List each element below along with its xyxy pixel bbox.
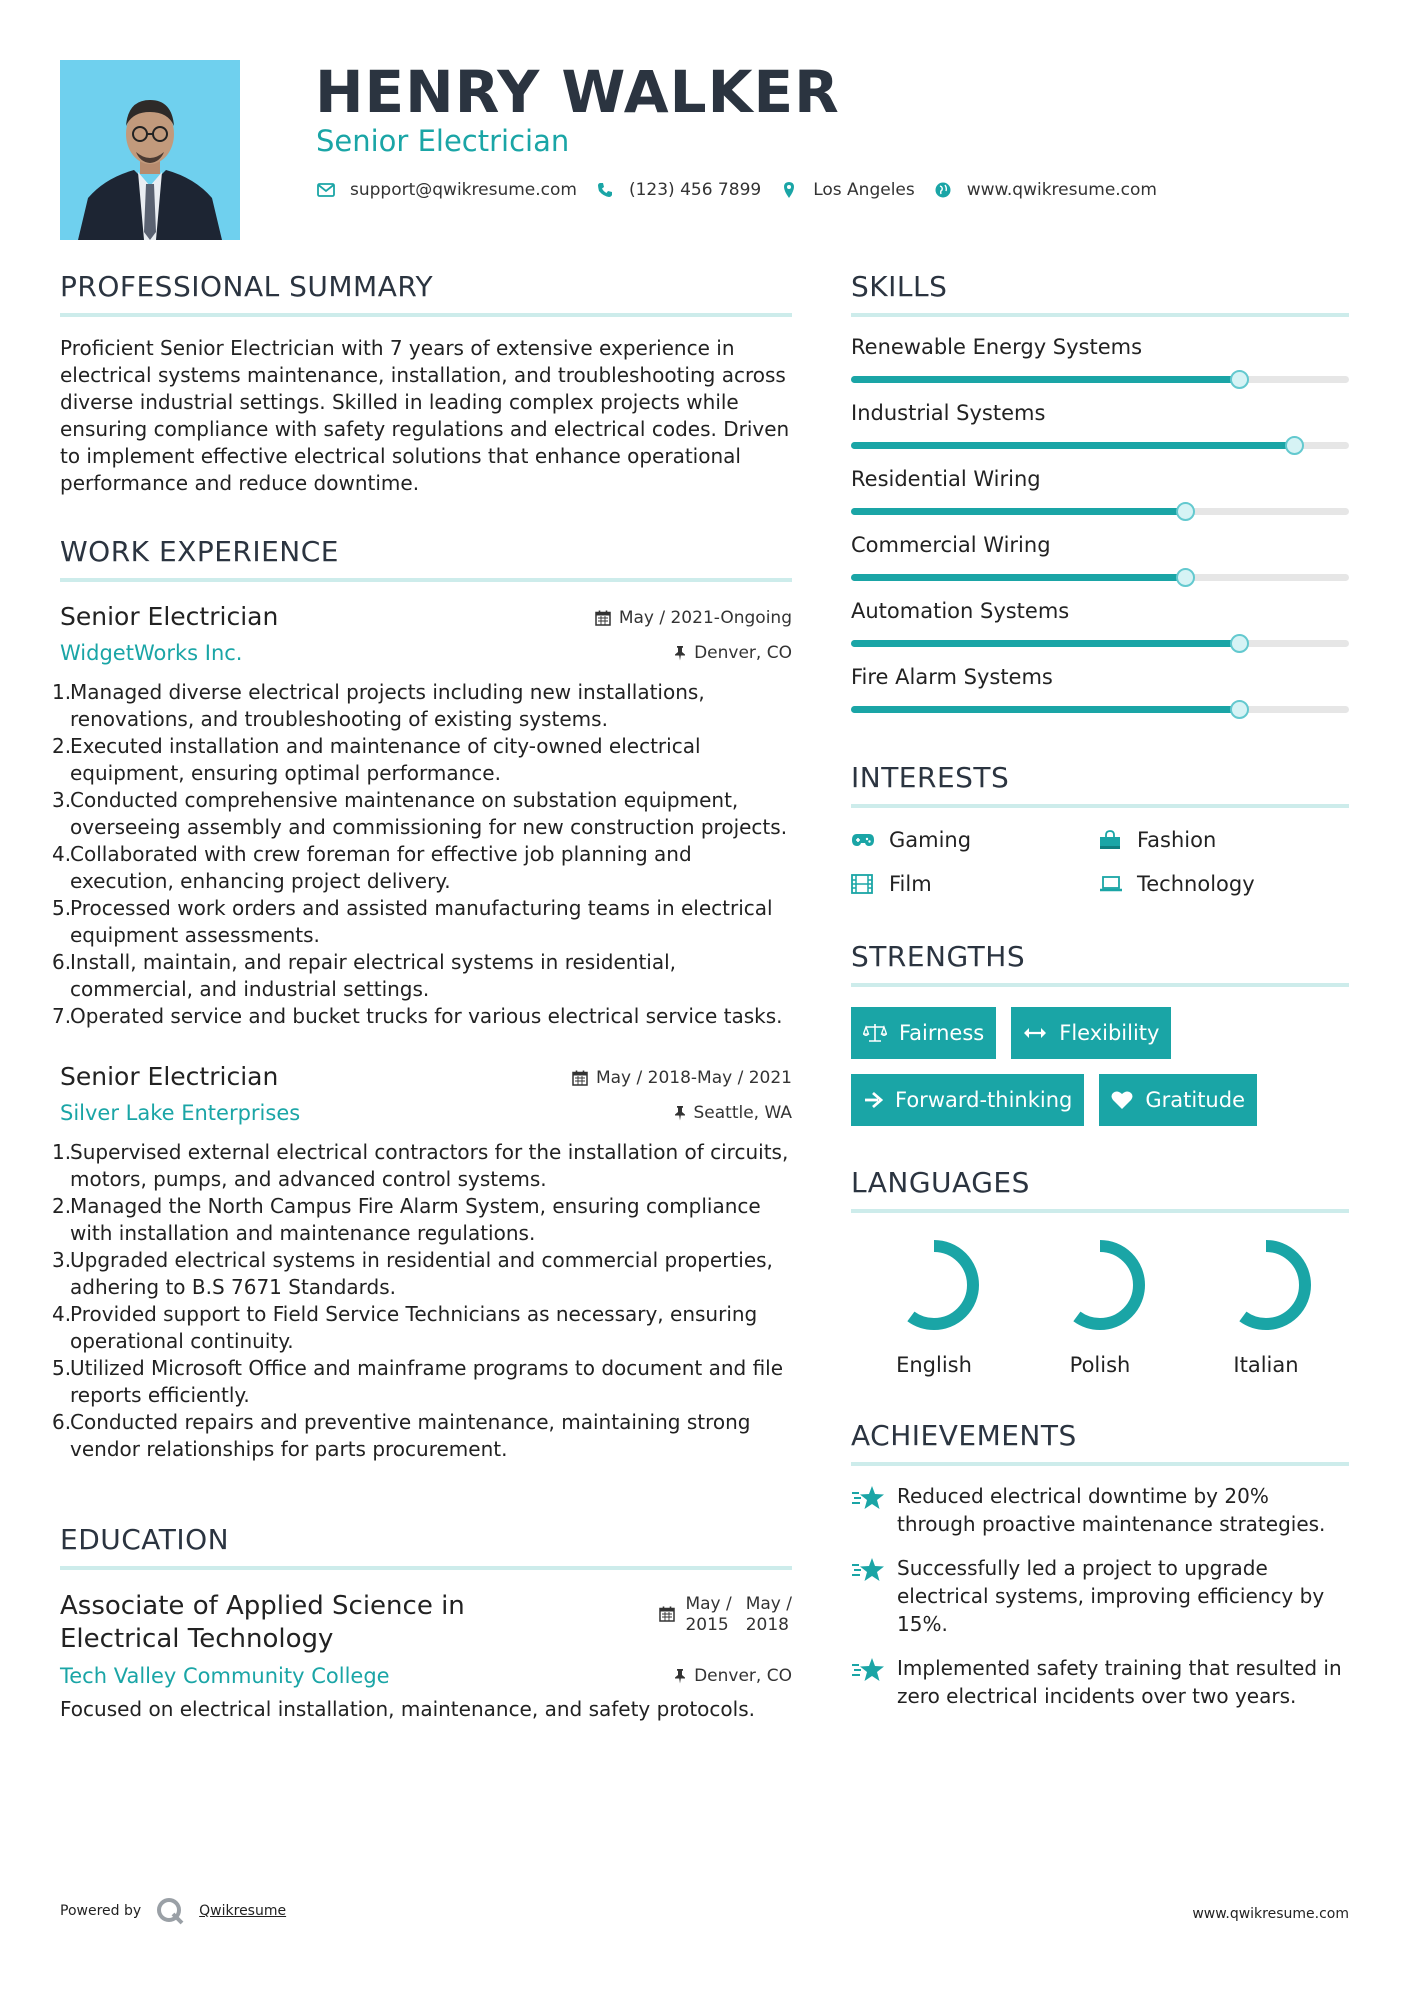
skill-bar bbox=[851, 376, 1349, 383]
skill-item bbox=[851, 467, 1349, 515]
skill-item bbox=[851, 335, 1349, 383]
language-ring bbox=[1218, 1237, 1314, 1333]
film-icon bbox=[851, 874, 877, 894]
achievements-list bbox=[851, 1482, 1349, 1710]
contact-location: Los Angeles bbox=[813, 180, 915, 200]
left-column bbox=[60, 270, 792, 1723]
education-end bbox=[746, 1594, 792, 1636]
language-name: English bbox=[896, 1353, 972, 1377]
job-title: Senior Electrician bbox=[60, 1062, 279, 1091]
interest-label: Gaming bbox=[889, 828, 972, 852]
end-month: May / bbox=[745, 1594, 792, 1614]
list-item: Provided support to Field Service Technicians as necessary, ensuring operational continuity. bbox=[70, 1302, 758, 1353]
skill-fill bbox=[851, 706, 1239, 713]
skill-fill bbox=[851, 508, 1185, 515]
contact-website[interactable]: www.qwikresume.com bbox=[966, 180, 1157, 200]
strength-chip bbox=[1099, 1074, 1257, 1126]
shooting-star-icon bbox=[851, 1556, 887, 1638]
list-item: Conducted comprehensive maintenance on substation equipment, overseeing assembly and commissioning for new construction projects. bbox=[70, 788, 788, 839]
candidate-role: Senior Electrician bbox=[316, 124, 570, 158]
language-item bbox=[1017, 1237, 1183, 1377]
summary-text: Proficient Senior Electrician with 7 years of extensive experience in electrical systems maintenance, installation, and troubleshooting across diverse industrial settings. Skilled in leading complex projects while ensuring compliance with safety regulations and electrical codes. Driven to implement effective electrical solutions that enhance operational performance and reduce downtime. bbox=[60, 336, 790, 495]
language-name: Polish bbox=[1069, 1353, 1131, 1377]
skill-fill bbox=[851, 640, 1239, 647]
achievements-heading: ACHIEVEMENTS bbox=[851, 1419, 1349, 1466]
arrow-right-icon bbox=[863, 1091, 883, 1109]
education-heading: EDUCATION bbox=[60, 1523, 792, 1570]
skill-bar bbox=[851, 640, 1349, 647]
strength-chip bbox=[1011, 1007, 1171, 1059]
job-entry bbox=[60, 602, 792, 1030]
education-description: Focused on electrical installation, maintenance, and safety protocols. bbox=[60, 1697, 755, 1721]
map-pin-icon bbox=[779, 180, 799, 200]
language-item bbox=[1183, 1237, 1349, 1377]
start-year: 2015 bbox=[685, 1615, 729, 1635]
footer-website[interactable]: www.qwikresume.com bbox=[1192, 1906, 1349, 1922]
skill-knob bbox=[1176, 568, 1195, 587]
skill-item bbox=[851, 599, 1349, 647]
pushpin-icon bbox=[674, 1105, 686, 1121]
skill-knob bbox=[1230, 634, 1249, 653]
interest-item bbox=[1099, 828, 1349, 852]
arrows-horizontal-icon bbox=[1023, 1026, 1047, 1040]
list-item: Supervised external electrical contractors for the installation of circuits, motors, pumps, and advanced control systems. bbox=[70, 1140, 789, 1191]
strength-label: Gratitude bbox=[1145, 1088, 1245, 1112]
list-item: Managed the North Campus Fire Alarm System, ensuring compliance with installation and maintenance regulations. bbox=[70, 1194, 761, 1245]
skill-name: Commercial Wiring bbox=[851, 533, 1051, 557]
strength-chip bbox=[851, 1007, 996, 1059]
calendar-icon bbox=[659, 1606, 675, 1622]
profile-photo bbox=[60, 60, 240, 240]
contact-phone[interactable]: (123) 456 7899 bbox=[628, 180, 762, 200]
candidate-name: HENRY WALKER bbox=[315, 58, 840, 126]
achievement-item bbox=[851, 1482, 1349, 1538]
pushpin-icon bbox=[674, 645, 686, 661]
education-degree: Associate of Applied Science in Electrical Technology bbox=[60, 1591, 465, 1654]
education-location: Denver, CO bbox=[694, 1666, 792, 1686]
interest-item bbox=[851, 872, 1099, 896]
list-item: Processed work orders and assisted manufacturing teams in electrical equipment assessments. bbox=[70, 896, 773, 947]
skill-knob bbox=[1230, 700, 1249, 719]
skill-fill bbox=[851, 442, 1294, 449]
job-company: WidgetWorks Inc. bbox=[60, 641, 243, 665]
skill-knob bbox=[1285, 436, 1304, 455]
list-item: Install, maintain, and repair electrical systems in residential, commercial, and industrial settings. bbox=[70, 950, 677, 1001]
balance-scale-icon bbox=[863, 1023, 887, 1043]
footer-powered-by bbox=[60, 1896, 286, 1926]
job-bullets bbox=[60, 1139, 792, 1463]
experience-heading: WORK EXPERIENCE bbox=[60, 535, 792, 582]
skill-knob bbox=[1230, 370, 1249, 389]
interest-label: Fashion bbox=[1137, 828, 1217, 852]
skill-name: Fire Alarm Systems bbox=[851, 665, 1053, 689]
skill-knob bbox=[1176, 502, 1195, 521]
summary-heading: PROFESSIONAL SUMMARY bbox=[60, 270, 792, 317]
pushpin-icon bbox=[674, 1668, 686, 1684]
list-item: Operated service and bucket trucks for various electrical service tasks. bbox=[70, 1004, 783, 1028]
language-item bbox=[851, 1237, 1017, 1377]
skill-item bbox=[851, 533, 1349, 581]
gamepad-icon bbox=[851, 832, 877, 848]
skill-fill bbox=[851, 376, 1239, 383]
envelope-icon bbox=[316, 180, 336, 200]
languages-list bbox=[851, 1237, 1349, 1377]
list-item: Executed installation and maintenance of city-owned electrical equipment, ensuring optimal performance. bbox=[70, 734, 701, 785]
interests-grid bbox=[851, 828, 1349, 896]
skills-list bbox=[851, 335, 1349, 713]
achievement-text: Implemented safety training that resulted in zero electrical incidents over two years. bbox=[897, 1656, 1342, 1708]
right-column bbox=[851, 270, 1349, 1710]
skill-bar bbox=[851, 442, 1349, 449]
list-item: Utilized Microsoft Office and mainframe programs to document and file reports efficiently. bbox=[70, 1356, 784, 1407]
end-year: 2018 bbox=[745, 1615, 789, 1635]
list-item: Collaborated with crew foreman for effective job planning and execution, enhancing project delivery. bbox=[70, 842, 692, 893]
interests-heading: INTERESTS bbox=[851, 761, 1349, 808]
interest-label: Technology bbox=[1137, 872, 1255, 896]
strength-label: Flexibility bbox=[1059, 1021, 1160, 1045]
qwikresume-logo-icon bbox=[155, 1896, 185, 1926]
strength-label: Fairness bbox=[899, 1021, 985, 1045]
globe-icon bbox=[933, 180, 953, 200]
language-ring bbox=[1052, 1237, 1148, 1333]
strength-label: Forward-thinking bbox=[895, 1088, 1073, 1112]
job-bullets bbox=[60, 679, 792, 1030]
job-dates: May / 2018-May / 2021 bbox=[595, 1068, 792, 1088]
shopping-bag-icon bbox=[1099, 830, 1125, 850]
strengths-list bbox=[851, 1007, 1351, 1126]
skill-fill bbox=[851, 574, 1185, 581]
achievement-item bbox=[851, 1654, 1349, 1710]
achievement-text: Successfully led a project to upgrade electrical systems, improving efficiency by 15%. bbox=[897, 1556, 1325, 1636]
job-title: Senior Electrician bbox=[60, 602, 279, 631]
skill-name: Automation Systems bbox=[851, 599, 1070, 623]
job-dates: May / 2021-Ongoing bbox=[618, 608, 792, 628]
job-company: Silver Lake Enterprises bbox=[60, 1101, 301, 1125]
list-item: Upgraded electrical systems in residential and commercial properties, adhering to B.S 7671 Standards. bbox=[70, 1248, 773, 1299]
start-month: May / bbox=[685, 1594, 732, 1614]
interest-item bbox=[1099, 872, 1349, 896]
skill-item bbox=[851, 401, 1349, 449]
skills-heading: SKILLS bbox=[851, 270, 1349, 317]
calendar-icon bbox=[595, 610, 611, 626]
powered-by-label: Powered by bbox=[60, 1903, 142, 1919]
contact-row bbox=[316, 180, 1175, 200]
laptop-icon bbox=[1099, 875, 1125, 893]
skill-bar bbox=[851, 508, 1349, 515]
skill-bar bbox=[851, 706, 1349, 713]
education-school: Tech Valley Community College bbox=[60, 1664, 390, 1688]
job-location: Denver, CO bbox=[694, 643, 792, 663]
shooting-star-icon bbox=[851, 1484, 887, 1538]
contact-email[interactable]: support@qwikresume.com bbox=[350, 180, 577, 200]
skill-name: Industrial Systems bbox=[851, 401, 1046, 425]
achievement-text: Reduced electrical downtime by 20% through proactive maintenance strategies. bbox=[897, 1484, 1326, 1536]
list-item: Conducted repairs and preventive maintenance, maintaining strong vendor relationships for parts procurement. bbox=[70, 1410, 751, 1461]
interest-label: Film bbox=[889, 872, 932, 896]
skill-item bbox=[851, 665, 1349, 713]
language-ring bbox=[886, 1237, 982, 1333]
job-location: Seattle, WA bbox=[693, 1103, 792, 1123]
job-entry bbox=[60, 1062, 792, 1463]
list-item: Managed diverse electrical projects including new installations, renovations, and troubleshooting of existing systems. bbox=[70, 680, 705, 731]
skill-name: Residential Wiring bbox=[851, 467, 1041, 491]
footer-brand-link[interactable]: Qwikresume bbox=[199, 1903, 287, 1919]
skill-name: Renewable Energy Systems bbox=[851, 335, 1143, 359]
skill-bar bbox=[851, 574, 1349, 581]
phone-icon bbox=[595, 180, 615, 200]
education-start bbox=[685, 1594, 731, 1636]
languages-heading: LANGUAGES bbox=[851, 1166, 1349, 1213]
shooting-star-icon bbox=[851, 1656, 887, 1710]
achievement-item bbox=[851, 1554, 1349, 1638]
interest-item bbox=[851, 828, 1099, 852]
strength-chip bbox=[851, 1074, 1084, 1126]
calendar-icon bbox=[572, 1070, 588, 1086]
heart-icon bbox=[1111, 1090, 1133, 1110]
education-entry bbox=[60, 1590, 792, 1656]
strengths-heading: STRENGTHS bbox=[851, 940, 1349, 987]
language-name: Italian bbox=[1233, 1353, 1299, 1377]
